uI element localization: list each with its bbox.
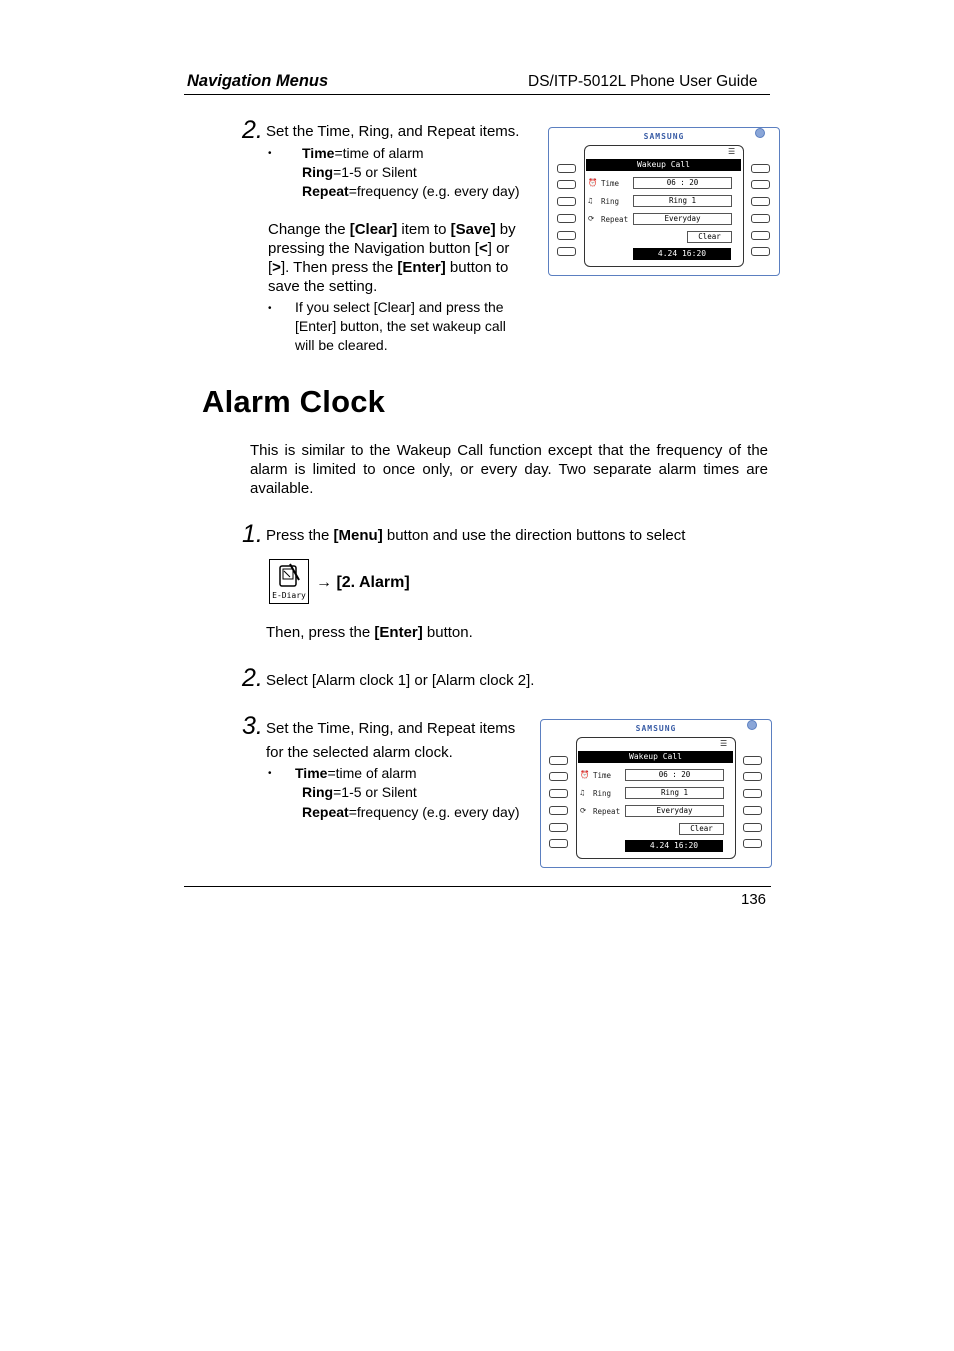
step-number: 2. bbox=[242, 116, 263, 144]
time-label: Time bbox=[593, 771, 612, 780]
step-text: for the selected alarm clock. bbox=[266, 744, 453, 761]
soft-key bbox=[557, 247, 576, 256]
step-number: 3. bbox=[242, 712, 263, 740]
soft-key bbox=[751, 231, 770, 240]
soft-key bbox=[751, 214, 770, 223]
menu-icon: ☰ bbox=[728, 147, 736, 156]
date-time-display: 4.24 16:20 bbox=[625, 840, 723, 852]
ring-definition: Ring=1-5 or Silent bbox=[302, 784, 417, 800]
soft-key bbox=[549, 823, 568, 832]
soft-key bbox=[751, 197, 770, 206]
lcd-screen bbox=[584, 145, 744, 267]
note-icon: ♫ bbox=[588, 196, 593, 205]
intro-paragraph: This is similar to the Wakeup Call function except that the frequency of the alarm is limited to once only, or every day. Two separate alarm times are available. bbox=[250, 442, 768, 497]
time-field: 06 : 20 bbox=[625, 769, 724, 781]
soft-key bbox=[743, 823, 762, 832]
soft-key bbox=[549, 806, 568, 815]
time-label: Time bbox=[601, 179, 620, 188]
screen-title: Wakeup Call bbox=[586, 159, 741, 171]
soft-key bbox=[557, 214, 576, 223]
time-definition: Time=time of alarm bbox=[295, 765, 417, 781]
repeat-label: Repeat bbox=[601, 215, 629, 224]
soft-key bbox=[549, 839, 568, 848]
soft-key bbox=[751, 180, 770, 189]
ediary-icon bbox=[269, 559, 309, 604]
menu-path: → [2. Alarm] bbox=[316, 574, 410, 591]
soft-key bbox=[549, 756, 568, 765]
soft-key bbox=[751, 247, 770, 256]
repeat-icon: ⟳ bbox=[580, 806, 587, 815]
ring-label: Ring bbox=[601, 197, 620, 206]
soft-key bbox=[549, 789, 568, 798]
step-text: Set the Time, Ring, and Repeat items. bbox=[266, 123, 520, 140]
repeat-label: Repeat bbox=[593, 807, 621, 816]
soft-key bbox=[743, 772, 762, 781]
screen-title: Wakeup Call bbox=[578, 751, 733, 763]
guide-title: DS/ITP-5012L Phone User Guide bbox=[528, 73, 758, 90]
footer-divider bbox=[184, 886, 771, 887]
arrow-right-icon: → bbox=[316, 574, 332, 591]
repeat-definition: Repeat=frequency (e.g. every day) bbox=[302, 804, 520, 820]
step-text: Set the Time, Ring, and Repeat items bbox=[266, 720, 516, 737]
soft-key bbox=[743, 839, 762, 848]
lcd-screen bbox=[576, 737, 736, 859]
brand-logo: SAMSUNG bbox=[643, 132, 685, 141]
clear-button: Clear bbox=[679, 823, 724, 835]
alarm-icon: ⏰ bbox=[580, 770, 590, 779]
page-number: 136 bbox=[741, 891, 767, 908]
soft-key bbox=[751, 164, 770, 173]
alarm-icon: ⏰ bbox=[588, 178, 598, 187]
menu-icon: ☰ bbox=[720, 739, 728, 748]
soft-key bbox=[557, 180, 576, 189]
ring-field: Ring 1 bbox=[633, 195, 732, 207]
bullet: • bbox=[268, 148, 272, 159]
phone-illustration bbox=[548, 127, 780, 276]
brand-logo: SAMSUNG bbox=[635, 724, 677, 733]
soft-key bbox=[743, 789, 762, 798]
soft-key bbox=[557, 231, 576, 240]
ring-definition: Ring=1-5 or Silent bbox=[302, 164, 417, 180]
led-indicator bbox=[747, 720, 757, 730]
led-indicator bbox=[755, 128, 765, 138]
ring-label: Ring bbox=[593, 789, 612, 798]
note-icon: ♫ bbox=[580, 788, 585, 797]
repeat-icon: ⟳ bbox=[588, 214, 595, 223]
phone-illustration bbox=[540, 719, 772, 868]
step-number: 2. bbox=[242, 664, 263, 692]
time-definition: Time=time of alarm bbox=[302, 145, 424, 161]
step-number: 1. bbox=[242, 520, 263, 548]
ring-field: Ring 1 bbox=[625, 787, 724, 799]
then-instruction: Then, press the [Enter] button. bbox=[266, 624, 473, 641]
step-text: Press the [Menu] button and use the direction buttons to select bbox=[266, 527, 686, 544]
page-title: Alarm Clock bbox=[202, 384, 386, 419]
step-text: Select [Alarm clock 1] or [Alarm clock 2]. bbox=[266, 672, 535, 689]
change-instruction: Change the [Clear] item to [Save] by pressing the Navigation button [<] or [>]. Then press the [Enter] button to save the setting. bbox=[268, 221, 516, 295]
soft-key bbox=[549, 772, 568, 781]
repeat-field: Everyday bbox=[633, 213, 732, 225]
clear-button: Clear bbox=[687, 231, 732, 243]
bullet: • bbox=[268, 768, 272, 779]
ediary-label: E-Diary bbox=[272, 591, 306, 600]
clear-note: If you select [Clear] and press the [Enter] button, the set wakeup call will be cleared. bbox=[295, 299, 506, 353]
repeat-field: Everyday bbox=[625, 805, 724, 817]
soft-key bbox=[743, 756, 762, 765]
time-field: 06 : 20 bbox=[633, 177, 732, 189]
header-divider bbox=[184, 94, 770, 95]
bullet: • bbox=[268, 303, 272, 314]
date-time-display: 4.24 16:20 bbox=[633, 248, 731, 260]
soft-key bbox=[557, 197, 576, 206]
repeat-definition: Repeat=frequency (e.g. every day) bbox=[302, 183, 520, 199]
soft-key bbox=[557, 164, 576, 173]
soft-key bbox=[743, 806, 762, 815]
section-heading: Navigation Menus bbox=[187, 72, 329, 90]
